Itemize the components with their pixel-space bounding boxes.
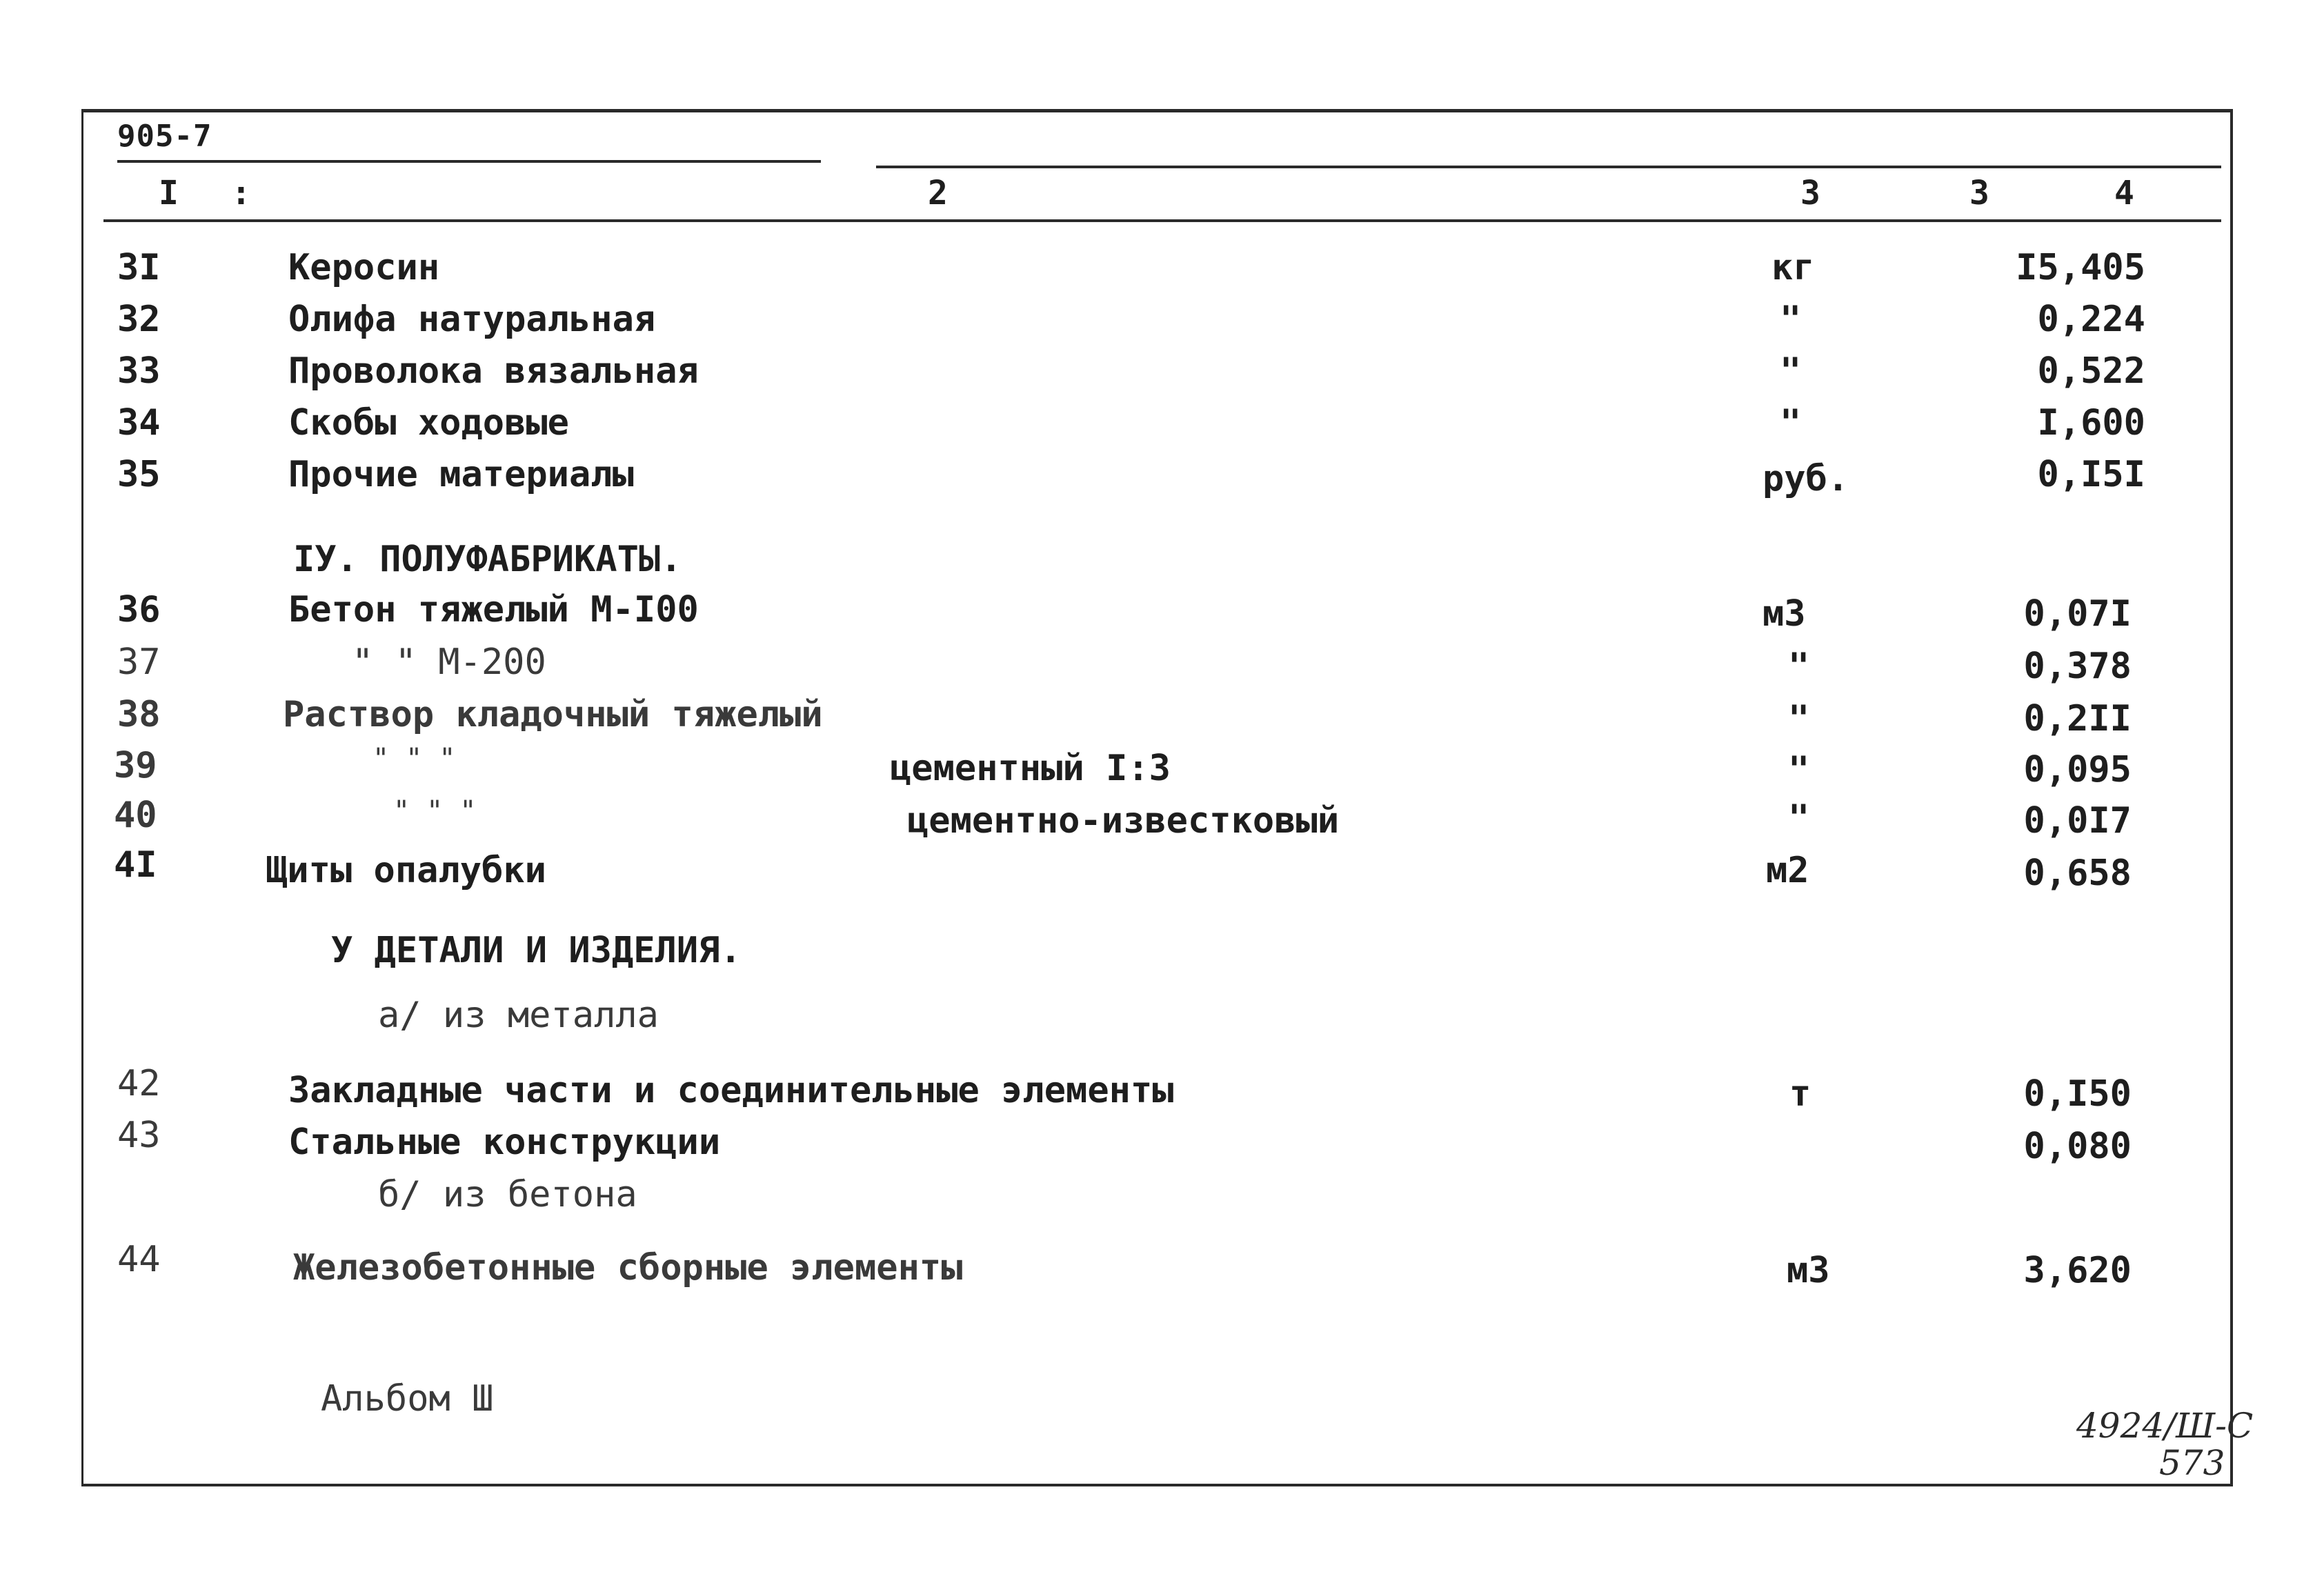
col-header-3b: 3	[1969, 174, 1989, 212]
row-name: Олифа натуральная	[288, 299, 656, 340]
row-qty: 0,080	[2023, 1126, 2132, 1167]
subsection-a: а/ из металла	[378, 995, 659, 1036]
row-name: Щиты опалубки	[266, 850, 546, 891]
album-note: Альбом Ш	[321, 1378, 494, 1420]
stamp-sheet: 573	[2159, 1443, 2225, 1483]
row-unit: "	[1788, 646, 1810, 687]
row-number: 4I	[114, 844, 157, 886]
row-name: Раствор кладочный тяжелый	[283, 694, 823, 735]
section-title-parts: У ДЕТАЛИ И ИЗДЕЛИЯ.	[331, 930, 742, 971]
row-unit: руб.	[1762, 458, 1849, 499]
row-qty: 0,224	[2037, 299, 2145, 340]
row-unit: м3	[1762, 593, 1806, 635]
row-qty: 0,2II	[2023, 698, 2132, 739]
row-number: 3I	[117, 247, 161, 288]
row-unit: "	[1780, 402, 1802, 444]
header-rule-top-right	[876, 166, 2221, 168]
row-number: 40	[114, 795, 157, 836]
row-qty: 0,095	[2023, 749, 2132, 790]
row-name: Проволока вязальная	[288, 350, 699, 392]
row-qty: I,600	[2037, 402, 2145, 444]
row-number: 44	[117, 1239, 161, 1280]
row-number: 35	[117, 454, 161, 495]
row-name: Керосин	[288, 247, 440, 288]
row-number: 39	[114, 745, 157, 786]
row-unit: м2	[1766, 850, 1809, 891]
row-qty: 3,620	[2023, 1250, 2132, 1291]
row-extra: цементный I:3	[890, 748, 1171, 789]
col-header-3: 3	[1800, 174, 1820, 212]
row-unit: "	[1788, 797, 1810, 839]
row-qty: 0,658	[2023, 853, 2132, 894]
row-name: " " "	[373, 743, 456, 775]
row-unit: м3	[1787, 1250, 1830, 1291]
row-number: 36	[117, 589, 161, 630]
subsection-b: б/ из бетона	[378, 1174, 637, 1215]
col-header-2: 2	[928, 174, 948, 212]
row-number: 32	[117, 299, 161, 340]
row-unit: т	[1789, 1073, 1811, 1115]
row-unit: "	[1780, 299, 1802, 340]
row-number: 43	[117, 1115, 161, 1156]
row-name: Закладные части и соединительные элементы	[288, 1070, 1174, 1111]
row-unit: "	[1780, 350, 1802, 392]
row-number: 37	[117, 641, 161, 683]
header-rule-bottom	[103, 219, 2221, 222]
row-name: Железобетонные сборные элементы	[293, 1247, 963, 1288]
header-rule-top-left	[117, 160, 821, 163]
row-name: Прочие материалы	[288, 454, 634, 495]
row-extra: цементно-известковый	[907, 800, 1340, 842]
row-unit: кг	[1771, 247, 1815, 288]
row-qty: 0,I50	[2023, 1073, 2132, 1115]
row-unit: "	[1788, 749, 1810, 790]
col-header-sep: :	[231, 174, 251, 212]
row-number: 38	[117, 694, 161, 735]
row-qty: 0,I5I	[2037, 454, 2145, 495]
row-number: 34	[117, 402, 161, 444]
row-qty: 0,522	[2037, 350, 2145, 392]
row-qty: 0,378	[2023, 646, 2132, 687]
row-name: Бетон тяжелый М-I00	[288, 589, 699, 630]
row-qty: I5,405	[2016, 247, 2145, 288]
row-number: 42	[117, 1063, 161, 1104]
row-name: Стальные конструкции	[288, 1122, 721, 1163]
col-header-1: I	[159, 174, 179, 212]
stamp-number: 4924/Ш-С	[2076, 1406, 2254, 1446]
section-title-semifinished: IУ. ПОЛУФАБРИКАТЫ.	[293, 539, 682, 580]
row-qty: 0,0I7	[2023, 800, 2132, 842]
row-name: " " М-200	[352, 641, 546, 683]
row-qty: 0,07I	[2023, 593, 2132, 635]
sheet-code: 905-7	[117, 119, 212, 154]
row-number: 33	[117, 350, 161, 392]
row-name: Скобы ходовые	[288, 402, 569, 444]
col-header-4: 4	[2114, 174, 2134, 212]
row-unit: "	[1788, 698, 1810, 739]
row-name: " " "	[393, 795, 477, 827]
